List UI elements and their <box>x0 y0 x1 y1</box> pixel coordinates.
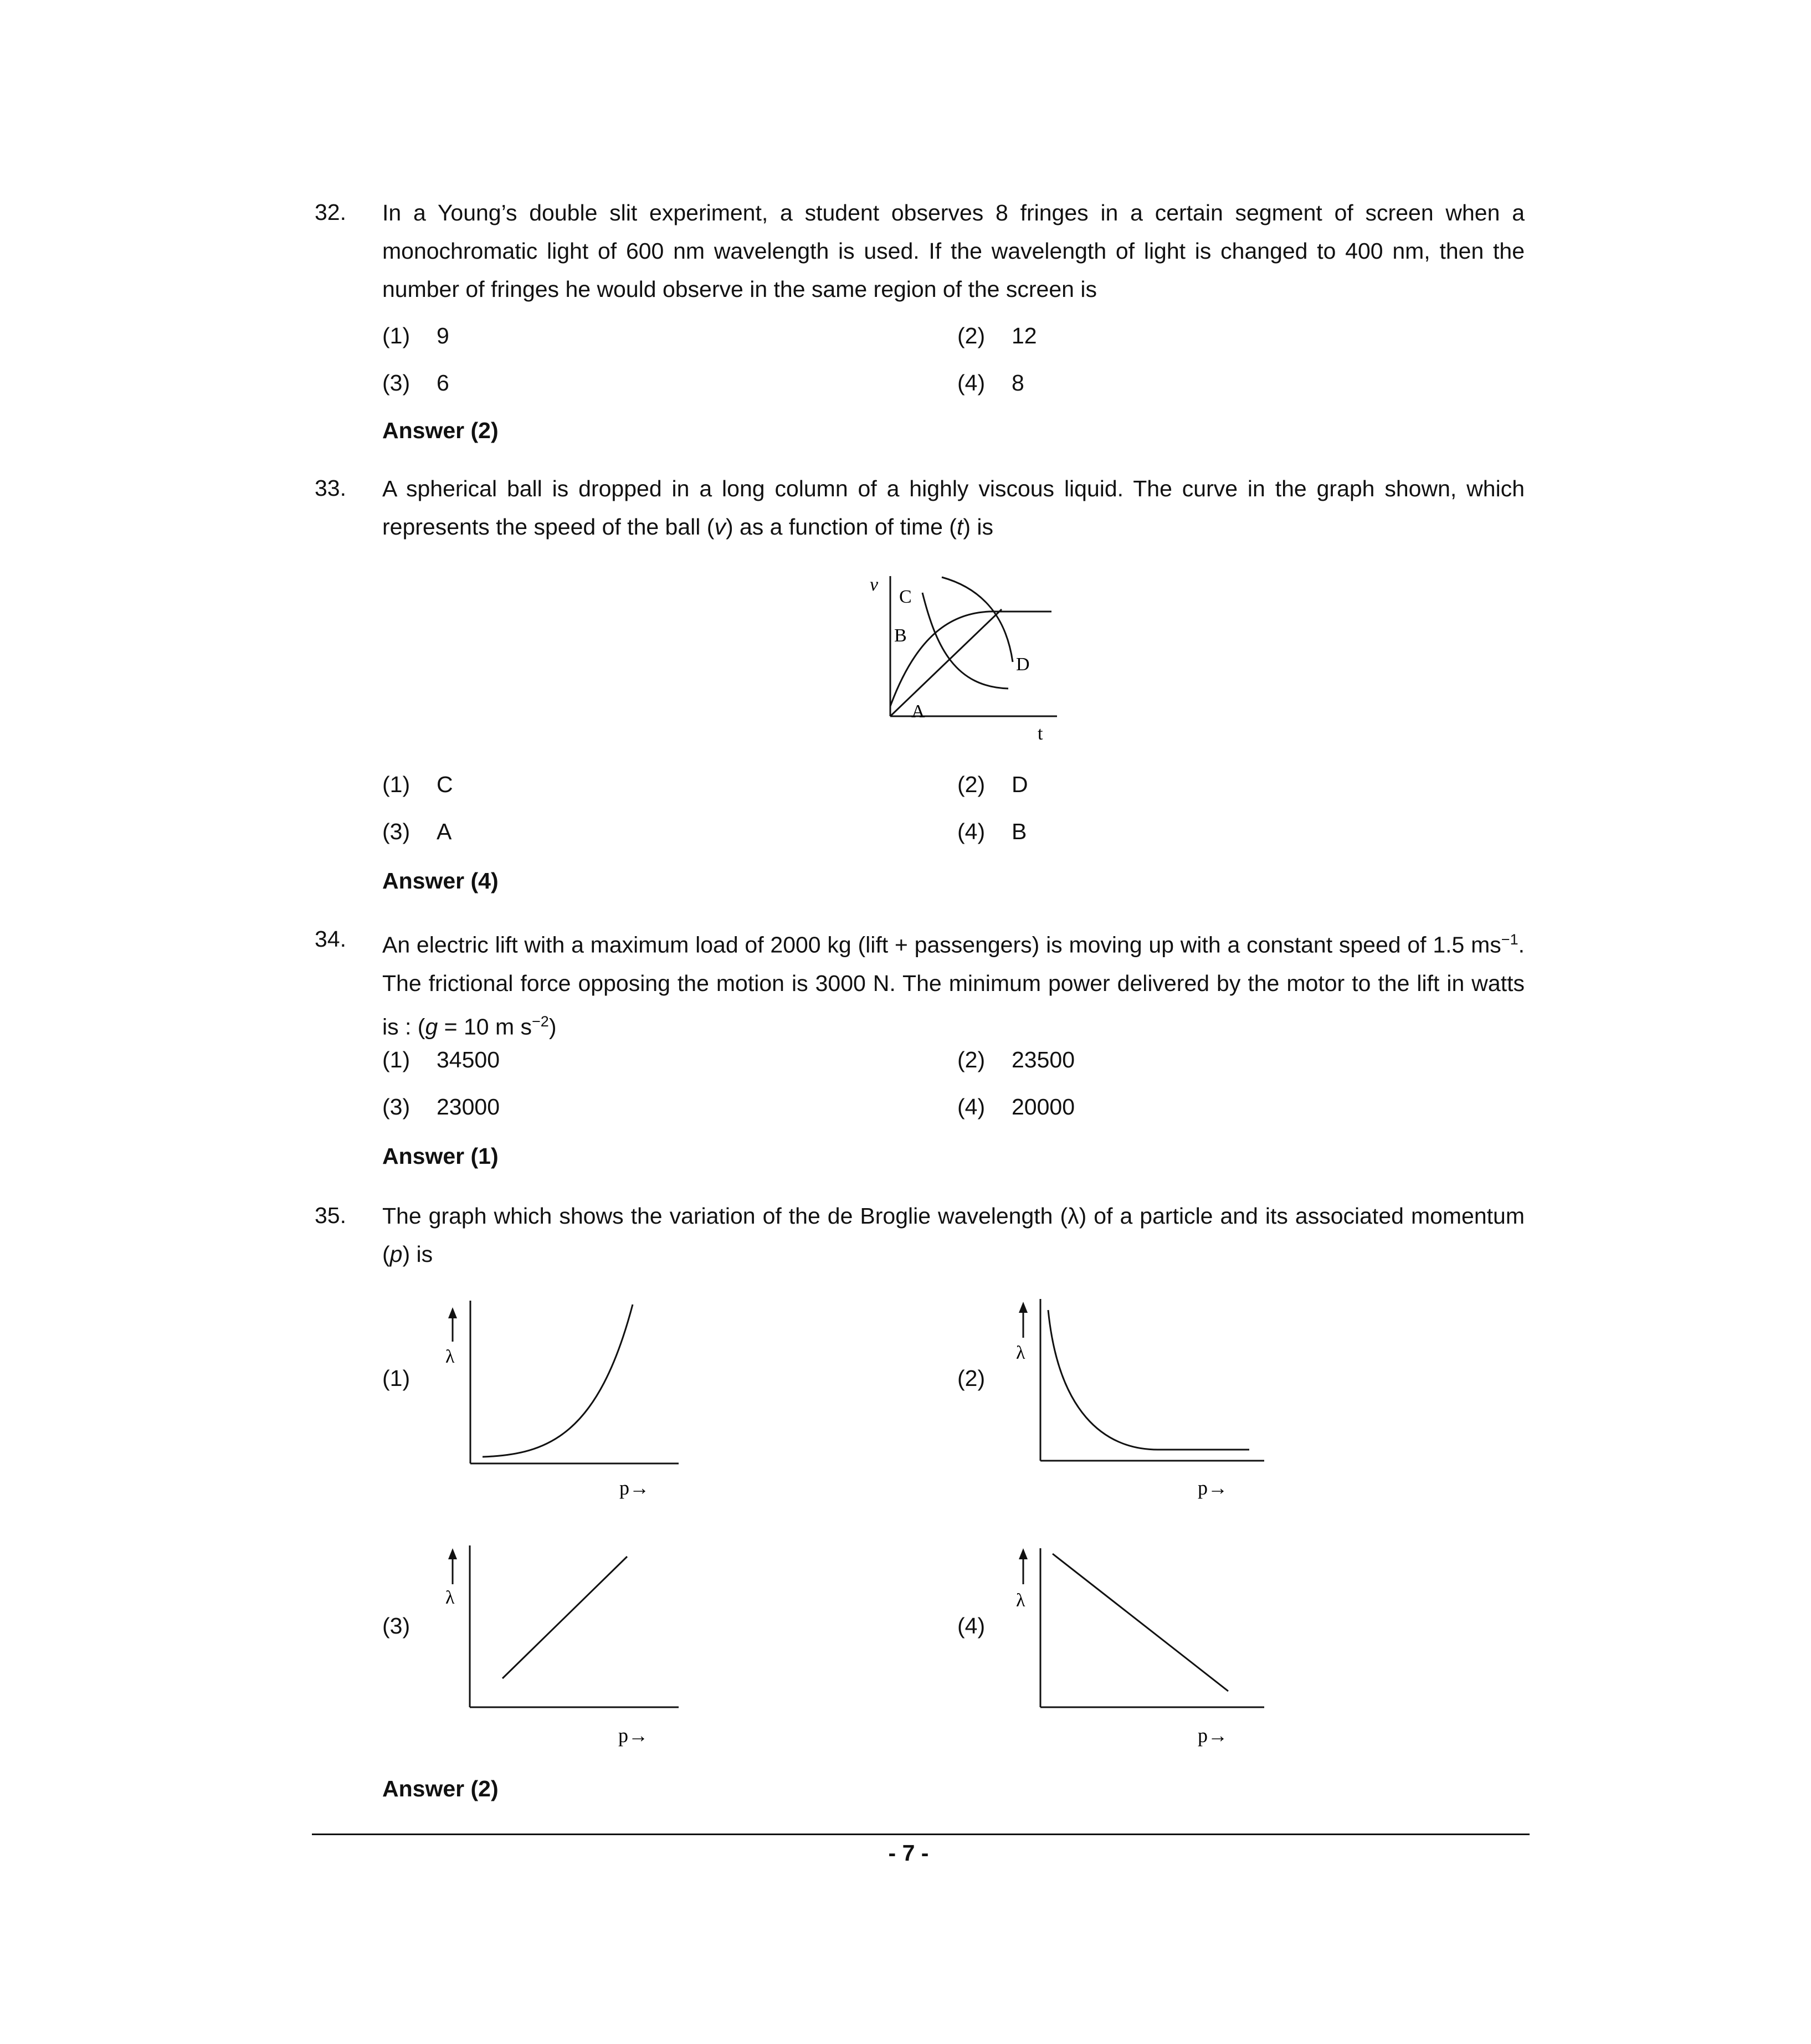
q34-option-4-value: 20000 <box>1012 1094 1075 1119</box>
q34-option-2 <box>957 1047 1075 1073</box>
question-34-number: 34. <box>315 926 346 952</box>
q34-option-2-label: (2) <box>957 1047 986 1072</box>
q35-g4-y-label: λ <box>1016 1590 1025 1611</box>
q34-answer: Answer (1) <box>382 1143 499 1169</box>
q33-text-2: ) as a function of time ( <box>725 514 957 540</box>
q35-g3-y-label: λ <box>445 1588 455 1608</box>
q34-var-g: g <box>425 1014 438 1040</box>
q33-y-axis-label: v <box>870 574 879 595</box>
q33-option-2-label: (2) <box>957 772 986 797</box>
q32-option-3-value: 6 <box>437 370 449 396</box>
question-33-text <box>382 470 1525 546</box>
q34-option-4-label: (4) <box>957 1094 986 1119</box>
q35-g1-y-label: λ <box>445 1347 455 1367</box>
q34-option-1-value: 34500 <box>437 1047 500 1072</box>
q34-text-g: = 10 m s <box>438 1014 532 1040</box>
q35-g2-y-label: λ <box>1016 1343 1025 1363</box>
q33-x-axis-label: t <box>1038 723 1043 744</box>
q35-g1-y-arrowhead <box>448 1307 457 1318</box>
q33-label-a: A <box>911 701 925 722</box>
q34-option-3 <box>382 1094 500 1120</box>
q34-option-3-label: (3) <box>382 1094 411 1119</box>
q35-graph-3 <box>438 1534 692 1756</box>
q32-answer: Answer (2) <box>382 418 499 443</box>
q33-text-1: A spherical ball is dropped in a long column of a highly viscous liquid. The curve in the graph shown, which represents the speed of the ball ( <box>382 476 1525 540</box>
q35-text-1: The graph which shows the variation of the de Broglie wavelength (λ) of a particle and its associated momentum ( <box>382 1203 1525 1267</box>
footer-rule <box>312 1834 1530 1835</box>
q35-graph-4 <box>1008 1532 1274 1756</box>
q33-velocity-time-graph <box>859 571 1069 748</box>
q35-g1-x-label: p→ <box>619 1477 649 1499</box>
q32-option-3-label: (3) <box>382 370 411 396</box>
q33-option-1-value: C <box>437 772 453 797</box>
q35-graph-2 <box>1008 1288 1274 1512</box>
q33-var-v: v <box>714 514 726 540</box>
q33-label-c: C <box>899 587 912 607</box>
q33-text-3: ) is <box>963 514 994 540</box>
q35-g4-y-arrowhead <box>1019 1548 1028 1559</box>
question-32-text: In a Young’s double slit experiment, a student observes 8 fringes in a certain segment of screen when a monochromatic light of 600 nm wavelength is used. If the wavelength of light is changed to 400 nm, then the number of fringes he would observe in the same region of the screen is <box>382 200 1525 302</box>
q34-option-4 <box>957 1094 1075 1120</box>
q35-graph-3-label: (3) <box>382 1613 411 1639</box>
q32-option-1-value: 9 <box>437 323 449 348</box>
q35-graph-4-label: (4) <box>957 1613 986 1639</box>
q33-curve-d <box>942 577 1013 662</box>
q34-text-1: An electric lift with a maximum load of 2000 kg (lift + passengers) is moving up with a constant speed of 1.5 ms <box>382 932 1501 958</box>
question-32-number: 32. <box>315 199 346 225</box>
page-number: - 7 - <box>888 1840 929 1866</box>
q33-option-1 <box>382 772 453 798</box>
q35-g3-x-label: p→ <box>618 1724 648 1747</box>
q34-option-1-label: (1) <box>382 1047 411 1072</box>
q32-option-4-value: 8 <box>1012 370 1024 396</box>
q32-option-2 <box>957 323 1037 349</box>
q33-option-3-value: A <box>437 819 452 844</box>
q32-option-1 <box>382 323 449 349</box>
q32-option-2-value: 12 <box>1012 323 1037 348</box>
q33-option-1-label: (1) <box>382 772 411 797</box>
q35-graph-1-label: (1) <box>382 1365 411 1391</box>
q35-g3-line <box>502 1557 627 1678</box>
q35-g3-y-arrowhead <box>448 1548 457 1559</box>
q33-label-b: B <box>894 625 907 646</box>
q35-g4-x-label: p→ <box>1198 1724 1228 1747</box>
question-35-text <box>382 1197 1525 1273</box>
q35-graph-2-label: (2) <box>957 1365 986 1391</box>
q33-option-2-value: D <box>1012 772 1028 797</box>
q33-option-4 <box>957 819 1027 845</box>
q32-option-1-label: (1) <box>382 323 411 348</box>
q32-option-4-label: (4) <box>957 370 986 396</box>
q33-option-3-label: (3) <box>382 819 411 844</box>
q33-option-2 <box>957 772 1028 798</box>
q32-option-4 <box>957 370 1024 396</box>
q35-g2-y-arrowhead <box>1019 1302 1028 1313</box>
q35-g4-line <box>1053 1554 1228 1691</box>
question-34-text <box>382 921 1525 1046</box>
q35-g2-curve <box>1048 1310 1249 1450</box>
q34-text-2: . The frictional force opposing the motion is 3000 N. The minimum power delivered by the motor to the lift in watts is : ( <box>382 932 1525 1040</box>
q32-option-3 <box>382 370 449 396</box>
q33-option-4-value: B <box>1012 819 1027 844</box>
q35-g1-curve <box>483 1305 633 1457</box>
q35-graph-1 <box>438 1291 692 1512</box>
q34-option-2-value: 23500 <box>1012 1047 1075 1072</box>
q33-label-d: D <box>1016 654 1030 675</box>
q34-option-1 <box>382 1047 500 1073</box>
q34-sup-2: −2 <box>532 1013 549 1030</box>
q35-var-p: p <box>389 1241 403 1267</box>
question-35-number: 35. <box>315 1203 346 1228</box>
q33-answer: Answer (4) <box>382 868 499 893</box>
q34-sup-1: −1 <box>1501 931 1518 948</box>
q34-option-3-value: 23000 <box>437 1094 500 1119</box>
q32-option-2-label: (2) <box>957 323 986 348</box>
q35-g2-x-label: p→ <box>1198 1477 1228 1499</box>
q34-text-3: ) <box>548 1014 557 1040</box>
q35-text-2: ) is <box>402 1241 433 1267</box>
q33-option-4-label: (4) <box>957 819 986 844</box>
q33-option-3 <box>382 819 452 845</box>
q33-var-t: t <box>956 514 963 540</box>
q35-answer: Answer (2) <box>382 1776 499 1801</box>
question-33-number: 33. <box>315 475 346 501</box>
